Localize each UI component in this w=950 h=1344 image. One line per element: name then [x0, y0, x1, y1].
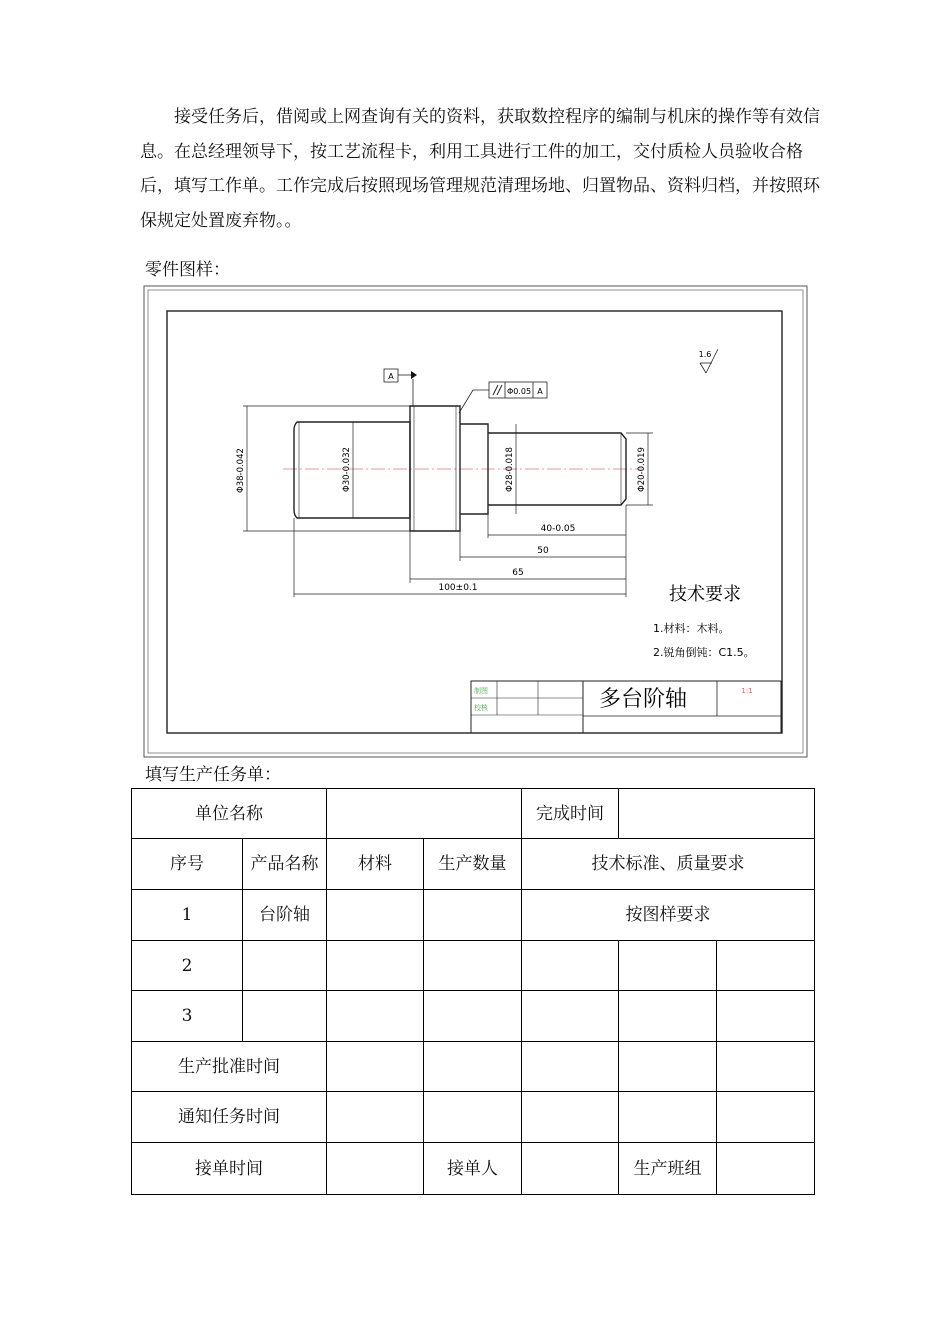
row-material[interactable] [327, 890, 424, 941]
row-cell[interactable] [522, 991, 619, 1042]
row-no: 2 [132, 941, 243, 991]
row-product[interactable] [243, 941, 327, 991]
row-no: 1 [132, 890, 243, 941]
dim-d28: Φ28-0.018 [505, 447, 515, 492]
approve-time-cell[interactable] [619, 1042, 717, 1092]
row-cell[interactable] [522, 941, 619, 991]
row-product[interactable] [243, 991, 327, 1042]
row-cell[interactable] [619, 941, 717, 991]
approve-time-cell[interactable] [424, 1042, 522, 1092]
intro-paragraph: 接受任务后，借阅或上网查询有关的资料，获取数控程序的编制与机床的操作等有效信息。在总经理领导下，按工艺流程卡，利用工具进行工件的加工，交付质检人员验收合格后，填写工作单。工作完成后按照现场管理规范清理场地、归置物品、资料归档，并按照环保规定处置废弃物。。 [140, 107, 820, 231]
row-cell[interactable] [717, 991, 815, 1042]
table-row [132, 890, 815, 941]
header-product: 产品名称 [243, 839, 327, 890]
dim-l65: 65 [512, 568, 524, 578]
inner-frame [167, 311, 782, 733]
row-cell[interactable] [717, 941, 815, 991]
datum-label: A [388, 372, 394, 381]
tolerance-datum: A [537, 387, 543, 396]
dim-l40: 40-0.05 [540, 524, 576, 534]
drawing-caption: 零件图样： [145, 260, 230, 280]
part-name: 多台阶轴 [598, 687, 688, 712]
row-material[interactable] [327, 991, 424, 1042]
dim-l100: 100±0.1 [438, 583, 478, 593]
dim-l50: 50 [537, 546, 549, 556]
tolerance-value: Φ0.05 [506, 387, 532, 396]
header-standard: 技术标准、质量要求 [522, 839, 815, 890]
svg-text:1.6: 1.6 [698, 350, 712, 359]
header-material: 材料 [327, 839, 424, 890]
finish-time-label: 完成时间 [522, 789, 619, 839]
notify-time-cell[interactable] [717, 1092, 815, 1143]
row-no: 3 [132, 991, 243, 1042]
row-material[interactable] [327, 941, 424, 991]
row-quantity[interactable] [424, 941, 522, 991]
notify-time-cell[interactable] [327, 1092, 424, 1143]
row-quantity[interactable] [424, 991, 522, 1042]
approve-time-cell[interactable] [522, 1042, 619, 1092]
row-cell[interactable] [619, 991, 717, 1042]
dim-d20: Φ20-0.019 [637, 447, 647, 492]
receive-time-field[interactable] [327, 1143, 424, 1195]
roughness-symbol [699, 349, 718, 373]
table-row [132, 941, 815, 991]
notify-time-cell[interactable] [619, 1092, 717, 1143]
team-field[interactable] [717, 1143, 815, 1195]
tech-item-1: 1.材料：木料。 [653, 622, 730, 635]
approve-time-cell[interactable] [717, 1042, 815, 1092]
finish-time-field[interactable] [619, 789, 815, 839]
notify-time-cell[interactable] [424, 1092, 522, 1143]
notify-time-label: 通知任务时间 [132, 1092, 327, 1143]
part-drawing [143, 285, 808, 760]
receiver-field[interactable] [522, 1143, 619, 1195]
table-caption: 填写生产任务单： [145, 765, 281, 785]
row-quantity[interactable] [424, 890, 522, 941]
receiver-label: 接单人 [424, 1143, 522, 1195]
approve-time-label: 生产批准时间 [132, 1042, 327, 1092]
title-block-drawn: 制图 [474, 687, 488, 695]
team-label: 生产班组 [619, 1143, 717, 1195]
dim-d38: Φ38-0.042 [236, 448, 246, 493]
header-no: 序号 [132, 839, 243, 890]
approve-time-cell[interactable] [327, 1042, 424, 1092]
table-row [132, 991, 815, 1042]
notify-time-cell[interactable] [522, 1092, 619, 1143]
tech-title: 技术要求 [669, 584, 741, 605]
header-quantity: 生产数量 [424, 839, 522, 890]
tech-item-2: 2.锐角倒钝：C1.5。 [653, 646, 755, 659]
receive-time-label: 接单时间 [132, 1143, 327, 1195]
row-product: 台阶轴 [243, 890, 327, 941]
unit-name-field[interactable] [327, 789, 522, 839]
row-standard: 按图样要求 [522, 890, 815, 941]
unit-name-label: 单位名称 [132, 789, 327, 839]
dim-d30: Φ30-0.032 [342, 447, 352, 492]
title-block-scale: 1:1 [741, 687, 753, 695]
production-task-table [131, 788, 815, 1195]
outer-frame-inner [148, 290, 803, 753]
title-block-checked: 校核 [474, 704, 488, 712]
